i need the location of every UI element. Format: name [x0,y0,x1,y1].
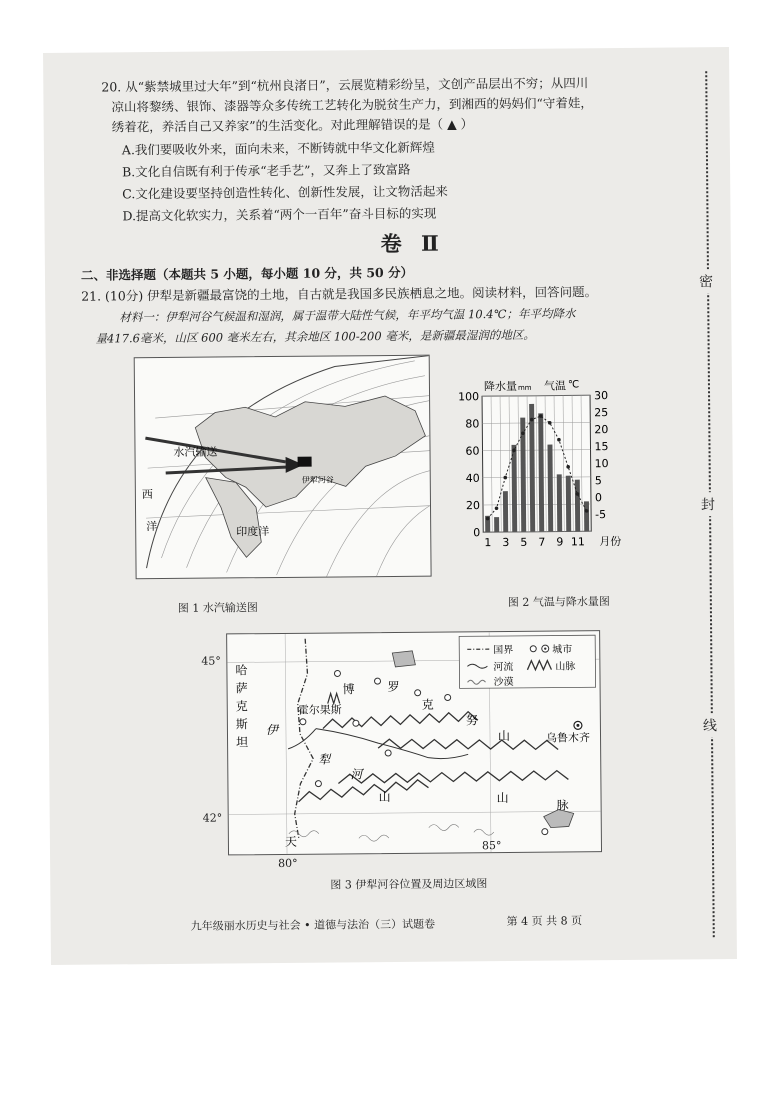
fig1-map-svg [135,356,431,579]
x-axis-unit: 月份 [599,534,622,549]
q20-stem-line1: 20. 从“紫禁城里过大年”到“杭州良渚日”，云展览精彩纷呈，文创产品层出不穷；从四川 [101,75,589,95]
right-tick-label: -5 [595,508,607,522]
fig3-map-svg [227,631,601,854]
q20-option-b: B.文化自信既有利于传承“老手艺”，又奔上了致富路 [122,161,411,180]
x-tick-label: 9 [556,535,564,549]
precip-bar-month-2 [494,517,499,532]
fig1-caption: 图 1 水汽输送图 [177,601,258,615]
temp-point-month-7 [539,414,543,418]
label-urumqi: 乌鲁木齐 [545,731,591,745]
label-kaz-1: 哈 [235,663,248,678]
label-luo: 罗 [387,679,400,695]
q21-stem: 21. (10分) 伊犁是新疆最富饶的土地，自古就是我国多民族栖息之地。阅读材料，回答问题。 [81,284,598,304]
footer-page: 第 4 页 共 8 页 [506,914,583,928]
x-tick-label: 5 [520,535,528,549]
q20-stem-line2: 凉山将黎绣、银饰、漆器等众多传统工艺转化为脱贫生产力，到湘西的妈妈们“守着娃， [111,95,593,115]
section-heading: 二、非选择题（本题共 5 小题，每小题 10 分，共 50 分） [80,264,414,283]
q20-option-c: C.文化建设要坚持创造性转化、创新性发展，让文物活起来 [122,183,448,202]
label-ili-1: 伊 [265,722,279,738]
precip-bar-month-10 [566,476,571,532]
x-tick-label: 11 [570,535,585,549]
lon-85-label: 85° [481,839,502,853]
precip-bar-month-4 [511,445,517,532]
fig1-label-indian: 印度洋 [236,525,270,539]
right-axis-unit: ℃ [567,379,580,391]
x-tick-label: 3 [502,535,510,550]
label-kaz-2: 萨 [235,681,248,696]
left-tick-label: 100 [457,390,480,404]
fig1-vapor-map [134,355,432,580]
seal-char-mi: 密 [699,269,713,293]
right-tick-label: 25 [594,406,609,420]
temp-point-month-3 [503,476,507,480]
legend-border: 国界 [493,644,514,657]
label-kaz-3: 克 [235,699,248,714]
left-tick-label: 20 [465,499,481,513]
temp-point-month-6 [530,418,534,422]
q21-material-line1: 材料一：伊犁河谷气候温和湿润，属于温带大陆性气候，年平均气温 10.4℃；年平均降水 [119,306,576,325]
left-tick-label: 0 [473,526,481,540]
temp-point-month-9 [557,438,561,442]
fig3-caption: 图 3 伊犁河谷位置及周边区域图 [330,877,488,892]
label-shan-3: 山 [496,790,509,806]
precip-bar-month-9 [557,474,562,531]
label-kaz-4: 斯 [235,717,248,732]
label-ili-3: 河 [350,767,363,782]
label-kaz-5: 坦 [235,735,249,750]
right-tick-label: 20 [594,423,609,437]
q20-option-d: D.提高文化软实力，关系着“两个一百年”奋斗目标的实现 [122,205,437,224]
fig3-ili-map [226,630,602,855]
right-tick-label: 15 [594,440,609,454]
fig1-label-west: 西 [141,488,153,502]
left-tick-label: 40 [465,471,480,485]
label-shan-1: 山 [497,728,511,744]
label-nu: 努 [465,713,478,728]
precip-bar-month-8 [547,445,553,532]
legend-desert: 沙漠 [493,676,514,689]
fig1-label-vapor: 水汽输送 [173,445,218,459]
temp-point-month-8 [548,421,552,425]
label-tian: 天 [284,834,298,849]
legend-mountain: 山脉 [555,661,576,673]
right-tick-label: 30 [593,389,609,403]
ili-valley-marker [298,457,312,467]
left-tick-label: 60 [465,444,480,458]
x-tick-label: 1 [484,536,492,550]
q20-option-a: A.我们要吸收外来，面向未来，不断铸就中华文化新辉煌 [121,139,435,158]
label-ili-2: 犁 [318,752,331,767]
fig2-climate-chart [450,373,632,560]
temp-point-month-4 [512,449,516,453]
volume-title: 卷 Ⅱ [380,230,445,257]
fig1-label-ocean: 洋 [146,520,158,534]
left-tick-label: 80 [465,417,480,431]
mountain-range-0 [323,712,478,729]
mountain-range-1 [378,738,558,751]
lon-80-label: 80° [278,856,298,870]
label-bo: 博 [342,682,355,697]
label-ke: 克 [421,697,434,712]
right-tick-label: 10 [594,457,609,471]
legend-city: 城市 [552,644,573,656]
seal-char-feng: 封 [701,492,715,516]
lat-45-label: 45° [201,654,221,668]
q21-material-line2: 量417.6毫米，山区 600 毫米左右，其余地区 100-200 毫米，是新疆最湿润的地区。 [95,327,535,346]
seal-char-xian: 线 [703,713,717,737]
mountain-range-2 [338,771,568,784]
q20-stem-line3: 绣着花，养活自己又养家”的生活变化。对此理解错误的是（ ▲ ） [111,116,474,135]
right-tick-label: 5 [594,474,602,488]
temp-point-month-12 [585,509,589,513]
label-shan-2: 山 [378,790,391,805]
label-mai: 脉 [556,798,569,813]
temp-point-month-2 [495,506,499,510]
right-tick-label: 0 [594,491,602,505]
fig1-label-ili: 伊犁河谷 [301,475,334,485]
precip-bar-month-12 [584,501,589,531]
right-axis-title: 气温 [543,379,567,393]
x-tick-label: 7 [538,535,546,549]
temp-point-month-11 [576,492,580,496]
left-axis-unit: mm [517,383,532,392]
temp-point-month-1 [486,517,490,521]
left-axis-title: 降水量 [483,379,518,394]
lat-42-label: 42° [202,811,223,825]
mountain-ranges [298,711,569,805]
temp-point-month-10 [566,465,570,469]
precip-bar-month-3 [503,491,508,532]
exam-page [43,47,737,965]
legend-river: 河流 [493,661,514,674]
fig2-caption: 图 2 气温与降水量图 [507,595,610,609]
temp-point-month-5 [521,431,525,435]
label-horgos: 霍尔果斯 [297,703,342,717]
footer-title: 九年级丽水历史与社会 • 道德与法治（三）试题卷 [190,917,436,933]
precip-bar-month-7 [538,413,544,531]
